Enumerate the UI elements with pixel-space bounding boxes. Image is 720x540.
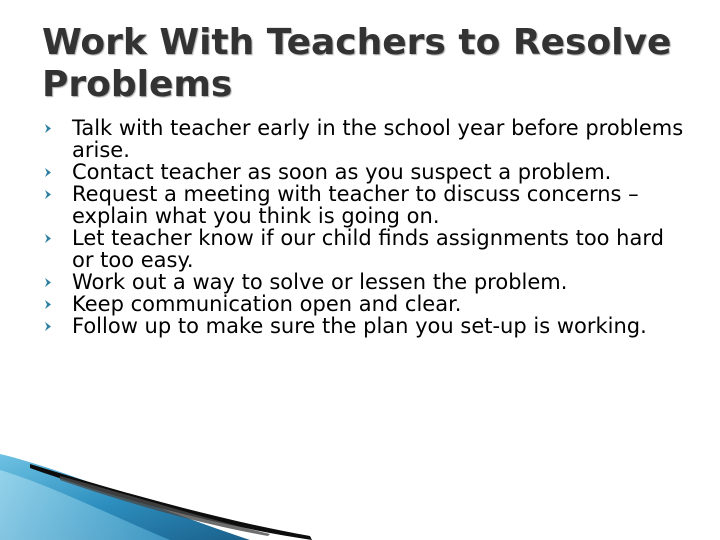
arrow-bullet-icon bbox=[44, 271, 54, 293]
list-item bbox=[44, 183, 684, 227]
bullet-text: Follow up to make sure the plan you set-up is working. bbox=[72, 314, 647, 338]
bullet-list bbox=[44, 117, 684, 337]
arrow-bullet-icon bbox=[44, 227, 54, 249]
arrow-bullet-icon bbox=[44, 315, 54, 337]
arrow-bullet-icon bbox=[44, 293, 54, 315]
slide-title: Work With Teachers to Resolve Problems bbox=[42, 22, 672, 105]
bullet-text: Contact teacher as soon as you suspect a problem. bbox=[72, 160, 612, 184]
list-item bbox=[44, 227, 684, 271]
bullet-text: Keep communication open and clear. bbox=[72, 292, 462, 316]
list-item bbox=[44, 161, 684, 183]
arrow-bullet-icon bbox=[44, 161, 54, 183]
list-item bbox=[44, 117, 684, 161]
arrow-bullet-icon bbox=[44, 117, 54, 139]
bullet-text: Work out a way to solve or lessen the problem. bbox=[72, 270, 568, 294]
list-item bbox=[44, 315, 684, 337]
bullet-text: Let teacher know if our child finds assignments too hard or too easy. bbox=[72, 226, 664, 272]
arrow-bullet-icon bbox=[44, 183, 54, 205]
bullet-text: Talk with teacher early in the school year before problems arise. bbox=[72, 116, 684, 162]
list-item bbox=[44, 293, 684, 315]
list-item bbox=[44, 271, 684, 293]
bullet-text: Request a meeting with teacher to discuss concerns – explain what you think is going on. bbox=[72, 182, 639, 228]
blue-wave-decoration bbox=[0, 440, 720, 540]
